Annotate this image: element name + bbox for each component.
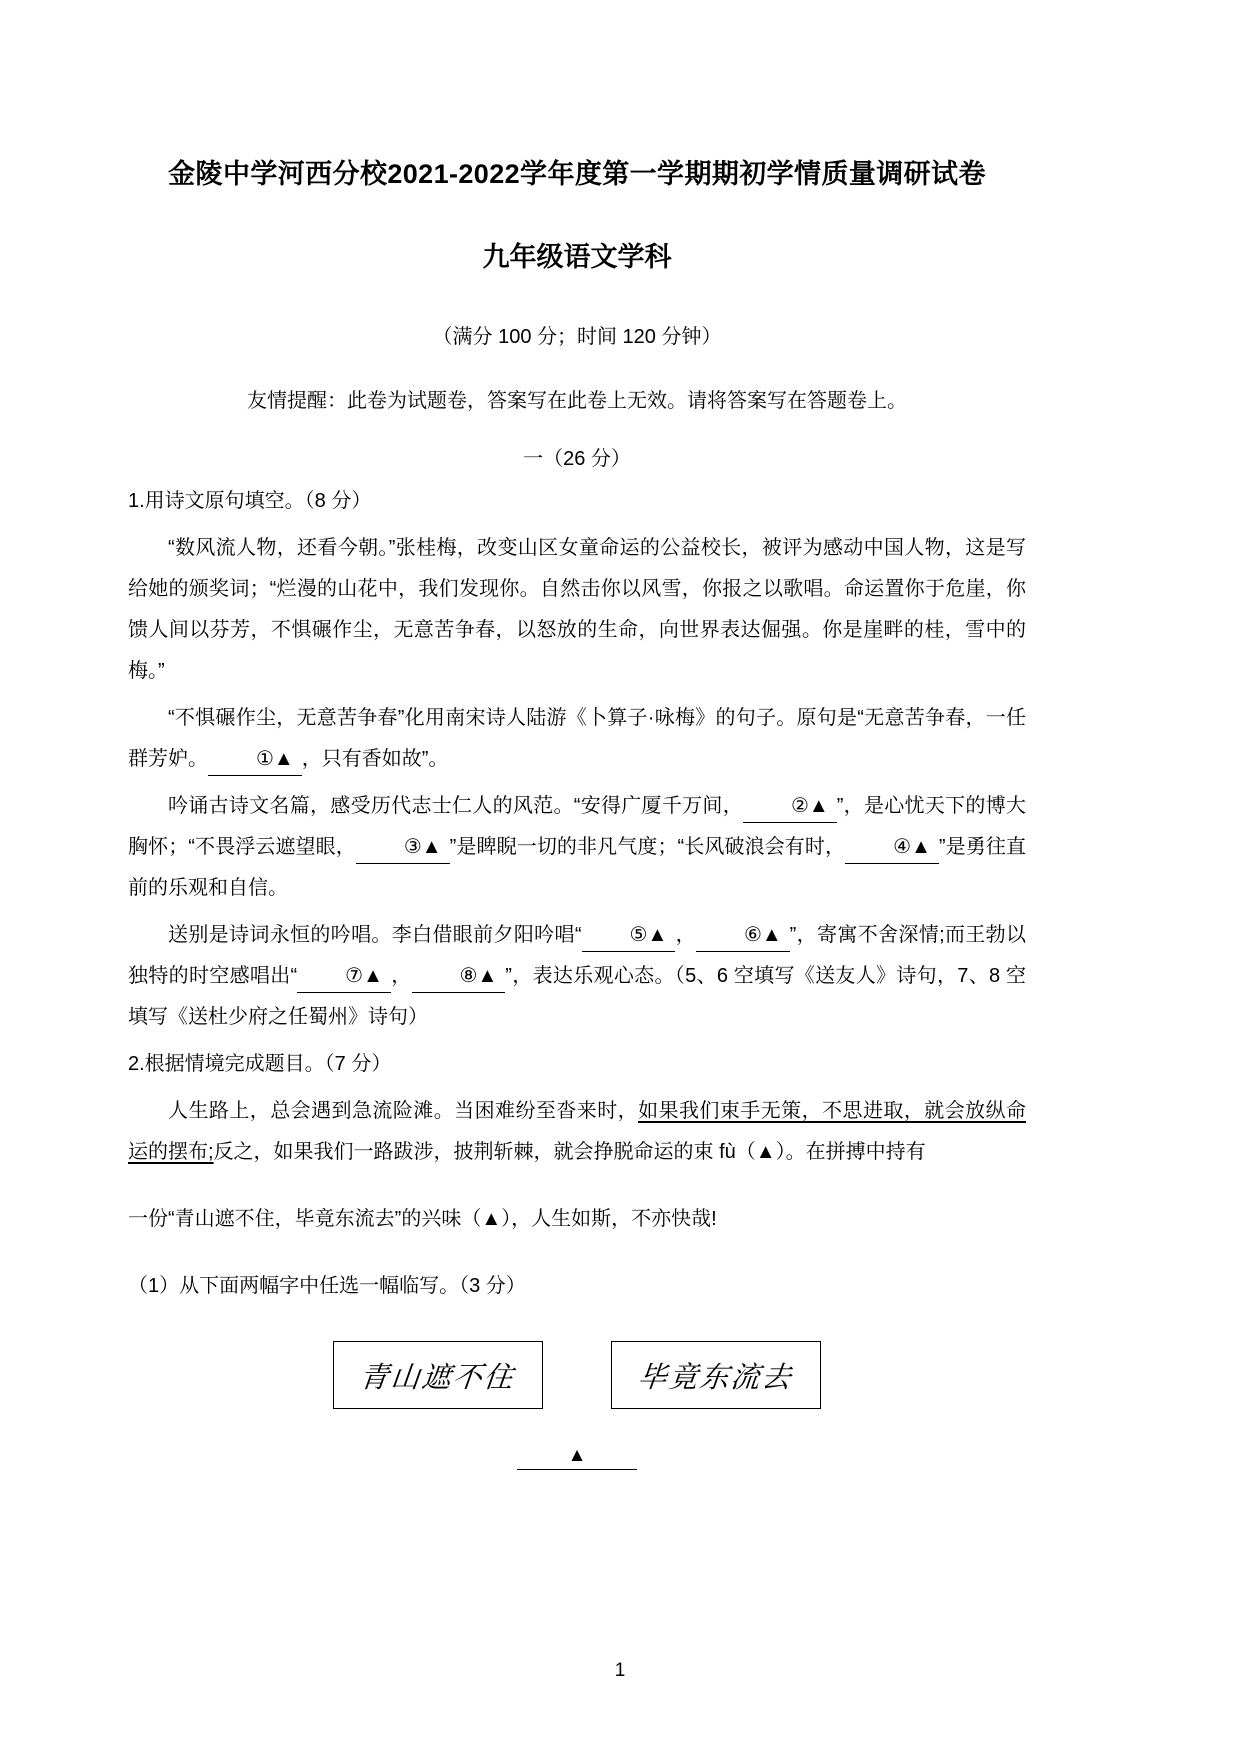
- q2-body-text-b: 反之，如果我们一路跋涉，披荆斩棘，就会挣脱命运的束 fù（▲）。在拼搏中持有: [213, 1141, 926, 1163]
- reminder-line: 友情提醒：此卷为试题卷，答案写在此卷上无效。请将答案写在答题卷上。: [247, 390, 907, 412]
- question-1-paragraph-2: [128, 698, 1026, 780]
- q1-p3-text-b: ”，是心忧天下的博大胸怀；“不畏浮云遮望眼，: [128, 795, 1026, 858]
- blank-4[interactable]: [845, 832, 939, 864]
- answer-line-container: [128, 1445, 1026, 1470]
- question-1-paragraph-3: [128, 786, 1026, 909]
- blank-5[interactable]: [582, 920, 676, 952]
- blank-2[interactable]: [743, 791, 837, 823]
- blank-4-label: ④▲: [893, 836, 931, 858]
- question-1-paragraph-4: [128, 915, 1026, 1038]
- blank-2-label: ②▲: [791, 795, 829, 817]
- spacer-2: [128, 1240, 1026, 1266]
- answer-marker-triangle-icon: ▲: [567, 1445, 587, 1466]
- blank-5-label: ⑤▲: [629, 924, 668, 946]
- q1-p3-text-d: ”是勇往直前的乐观和自信。: [128, 836, 1026, 899]
- question-2-sub-1: （1）从下面两幅字中任选一幅临写。（3 分）: [128, 1275, 526, 1297]
- calligraphy-option-1-text: 青山遮不住: [358, 1361, 517, 1394]
- q1-p4-text-c: ”，寄寓不舍深情;而王勃以独特的时空感唱出“: [128, 924, 1026, 987]
- blank-3-label: ③▲: [403, 836, 442, 858]
- answer-blank-line[interactable]: [517, 1445, 637, 1470]
- calligraphy-option-2-text: 毕竟东流去: [636, 1361, 795, 1394]
- q1-p4-text-a: 送别是诗词永恒的吟唱。李白借眼前夕阳吟唱“: [168, 924, 582, 946]
- question-2-body-continued: 一份“青山遮不住，毕竟东流去”的兴味（▲），人生如斯，不亦快哉!: [128, 1208, 717, 1230]
- q1-p2-text-b: ，只有香如故”。: [301, 748, 449, 770]
- question-2-stem: 2.根据情境完成题目。（7 分）: [128, 1053, 392, 1075]
- calligraphy-row: [128, 1341, 1026, 1409]
- q2-underlined-clause: 如果我们束手无策，不思进取，就会放纵命运的摆布;: [128, 1100, 1027, 1163]
- q1-p3-text-c: ”是睥睨一切的非凡气度；“长风破浪会有时，: [449, 836, 846, 858]
- question-2-body: [128, 1091, 1026, 1173]
- calligraphy-option-2[interactable]: [611, 1341, 821, 1409]
- blank-1-label: ①▲: [256, 748, 294, 770]
- q1-p2-text-a: “不惧碾作尘，无意苦争春”化用南宋诗人陆游《卜算子·咏梅》的句子。原句是“无意苦争春，一任群芳妒。: [128, 707, 1026, 770]
- q1-p3-text-a: 吟诵古诗文名篇，感受历代志士仁人的风范。“安得广厦千万间，: [168, 795, 743, 817]
- blank-1[interactable]: [208, 744, 302, 776]
- subject-title: 九年级语文学科: [482, 241, 672, 272]
- calligraphy-option-1[interactable]: [333, 1341, 543, 1409]
- score-time-line: （满分 100 分；时间 120 分钟）: [432, 326, 722, 348]
- blank-7[interactable]: [297, 961, 391, 993]
- q2-body-text-a: 人生路上，总会遇到急流险滩。当困难纷至沓来时，: [168, 1100, 639, 1122]
- blank-3[interactable]: [356, 832, 450, 864]
- blank-8-label: ⑧▲: [459, 965, 498, 987]
- q1-p4-text-e: ”，表达乐观心态。（5、6 空填写《送友人》诗句，7、8 空填写《送杜少府之任蜀州》诗句）: [128, 965, 1027, 1028]
- question-1-paragraph-1: “数风流人物，还看今朝。”张桂梅，改变山区女童命运的公益校长，被评为感动中国人物，这是写给她的颁奖词；“烂漫的山花中，我们发现你。自然击你以风雪，你报之以歌唱。命运置你于危崖，你馈人间以芬芳，不惧碾作尘，无意苦争春，以怒放的生命，向世界表达倔强。你是崖畔的桂，雪中的梅。”: [128, 537, 1026, 682]
- question-1-stem: 1.用诗文原句填空。（8 分）: [128, 490, 372, 512]
- page-title: 金陵中学河西分校2021-2022学年度第一学期期初学情质量调研试卷: [168, 159, 986, 189]
- blank-6[interactable]: [696, 920, 790, 952]
- section-one-heading: 一（26 分）: [523, 448, 631, 470]
- page-content: [128, 128, 1026, 1470]
- blank-6-label: ⑥▲: [743, 924, 782, 946]
- page-number: 1: [614, 1660, 626, 1681]
- blank-7-label: ⑦▲: [345, 965, 383, 987]
- q1-p4-text-d: ，: [390, 965, 412, 987]
- q1-p4-text-b: ，: [675, 924, 696, 946]
- blank-8[interactable]: [412, 961, 506, 993]
- spacer: [128, 1173, 1026, 1199]
